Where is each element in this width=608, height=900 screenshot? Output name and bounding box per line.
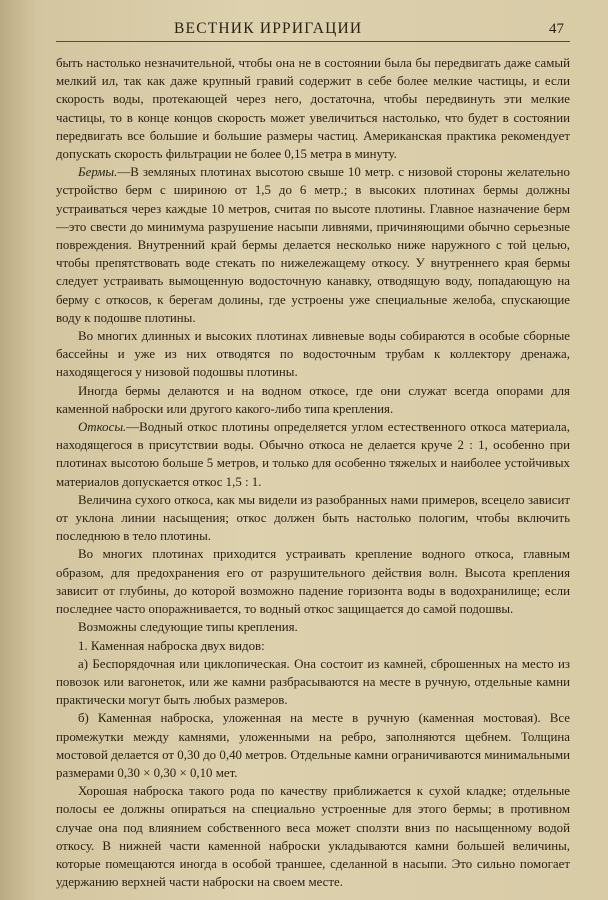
journal-title: ВЕСТНИК ИРРИГАЦИИ xyxy=(174,20,363,37)
paragraph-berms: Бермы.—В земляных плотинах высотою свыше 10 метр. с низовой стороны желательно устройство берм с шириною от 1,5 до 6 метр.; в высоких плотинах бермы должны устраиваться через каждые 10 метров, считая по высоте плотины. Главное назначение берм—это свести до минимума разрушение насыпи ливнями, причиняющими обычно серьезные повреждения. Внутренний край бермы делается несколько ниже наружного с той целью, чтобы препятствовать воде стекать по нижележащему откосу. У внутреннего края бермы следует устраивать вымощенную водосточную канавку, отводящую воду, попадающую на берму с откосов, к берегам долины, где устроены уже специальные желоба, спускающие воду к подошве плотины. xyxy=(56,165,570,325)
paragraph: Возможны следующие типы крепления. xyxy=(78,620,298,635)
list-item-b: б) Каменная наброска, уложенная на месте в ручную (каменная мостовая). Все промежутки между камнями, уложенными на ребро, заполняются щебнем. Толщина мостовой делается от 0,30 до 0,40 метров. Отдельные камни ограничиваются минимальными размерами 0,30 × 0,30 × 0,10 мет. xyxy=(56,711,570,780)
paragraph: Во многих плотинах приходится устраивать крепление водного откоса, главным образом, для предохранения его от разрушительного действия волн. Высота крепления зависит от глубины, до которой возможно падение горизонта воды в водохранилище; если последнее часто опоражнивается, то водный откос защищается до самой подошвы. xyxy=(56,547,570,617)
paragraph: Хорошая наброска такого рода по качеству приближается к сухой кладке; отдельные полосы ее должны опираться на специально устроенные для этого бермы; в противном случае она под влиянием собственного веса может сползти вниз по насыщенному водой откосу. В нижней части каменной наброски укладываются камни большей величины, которые помещаются иногда в особой траншее, сделанной в насыпи. Это сильно помогает удержанию верхней части наброски на своем месте. xyxy=(56,784,570,890)
section-lead-slopes: Откосы. xyxy=(78,420,127,435)
section-lead-berms: Бермы. xyxy=(78,165,118,180)
paragraph: быть настолько незначительной, чтобы она не в состоянии была бы передвигать даже самый мелкий ил, так как даже крупный гравий содержит в себе более мелкие частицы, и если скорость воды, протекающей через него, достаточна, чтобы передвинуть эти мелкие частицы, то в конце концов скорость может увеличиться настолько, что будет в состоянии передвигать все большие и большие размеры частиц. Американская практика рекомендует допускать скорость фильтрации не более 0,15 метра в минуту. xyxy=(56,56,570,162)
paragraph-slopes: Откосы.—Водный откос плотины определяется углом естественного откоса материала, находящегося в присутствии воды. Обычно откоса не делается круче 2 : 1, особенно при плотинах высотою больше 5 метров, и только для особенно тяжелых и наиболее устойчивых материалов допускается откос 1,5 : 1. xyxy=(56,420,570,489)
list-heading: 1. Каменная наброска двух видов: xyxy=(78,638,265,653)
list-item-a: а) Беспорядочная или циклопическая. Она состоит из камней, сброшенных на место из повозок или вагонеток, или же камни разбрасываются на месте в ручную, отдельные камни практически могут быть любых размеров. xyxy=(56,656,570,708)
page-number: 47 xyxy=(549,21,564,37)
running-header xyxy=(56,20,570,42)
paragraph: Во многих длинных и высоких плотинах ливневые воды собираются в особые сборные бассейны и уже из них отводятся по водосточным трубам к коллектору дренажа, находящегося у низовой подошвы плотины. xyxy=(56,329,570,380)
paragraph: Иногда бермы делаются и на водном откосе, где они служат всегда опорами для каменной наброски или другого какого-либо типа крепления. xyxy=(56,383,570,416)
paragraph: Величина сухого откоса, как мы видели из разобранных нами примеров, всецело зависит от уклона линии насыщения; откос должен быть настолько пологим, чтобы включить последнюю в тело плотины. xyxy=(56,492,570,544)
body-text xyxy=(56,54,570,891)
